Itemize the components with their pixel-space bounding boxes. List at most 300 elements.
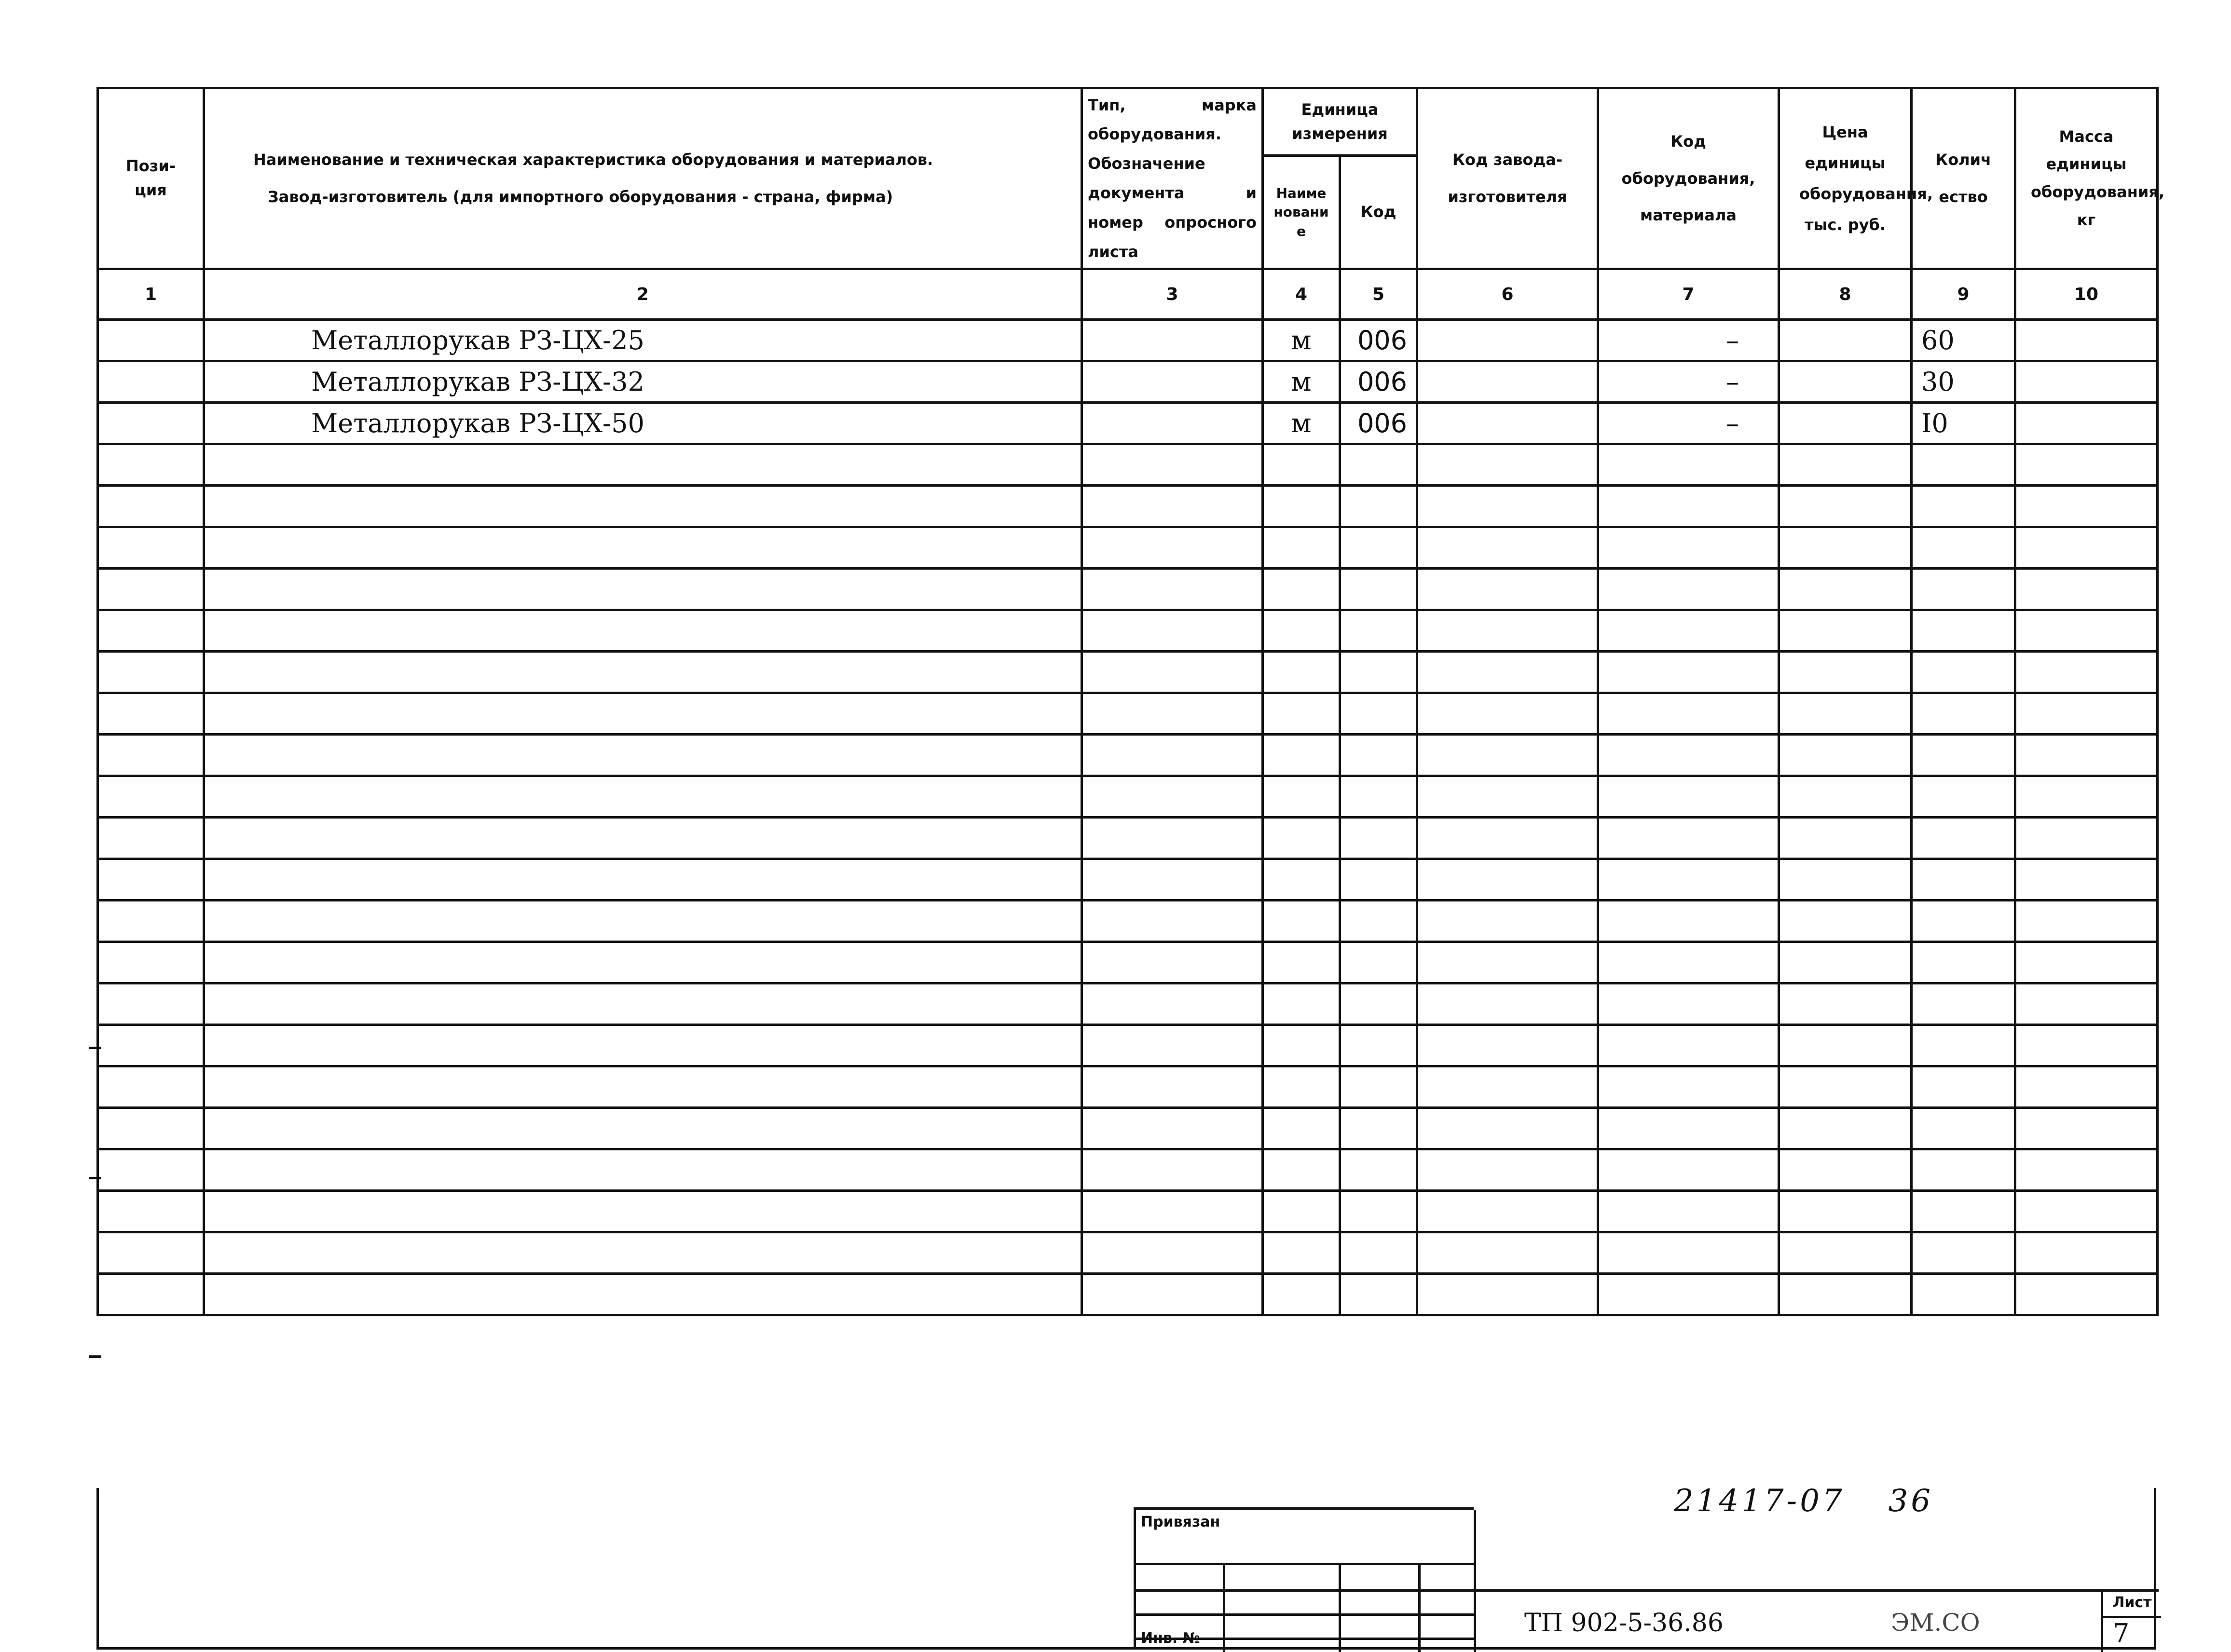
- empty-cell: [2015, 859, 2158, 901]
- empty-row: [98, 818, 2158, 859]
- empty-row: [98, 1066, 2158, 1108]
- empty-cell: [1598, 776, 1779, 818]
- empty-cell: [1912, 693, 2015, 735]
- empty-row: [98, 1274, 2158, 1315]
- cell-factory-code: [1417, 403, 1598, 444]
- column-number: 3: [1082, 269, 1263, 320]
- empty-cell: [1263, 859, 1340, 901]
- empty-cell: [2015, 652, 2158, 693]
- empty-row: [98, 776, 2158, 818]
- empty-row: [98, 1108, 2158, 1149]
- empty-cell: [98, 776, 204, 818]
- empty-row: [98, 735, 2158, 776]
- empty-cell: [1340, 444, 1417, 486]
- empty-cell: [1779, 652, 1912, 693]
- empty-cell: [2015, 569, 2158, 610]
- empty-cell: [1598, 1274, 1779, 1315]
- empty-cell: [1340, 610, 1417, 652]
- empty-cell: [1082, 735, 1263, 776]
- table-row: [98, 320, 2158, 361]
- empty-cell: [1598, 486, 1779, 527]
- column-number: 7: [1598, 269, 1779, 320]
- empty-cell: [204, 610, 1082, 652]
- title-block: [1474, 1589, 2159, 1650]
- empty-cell: [1082, 1274, 1263, 1315]
- header-name-line1: Наименование и техническая характеристика оборудования и материалов.: [253, 150, 933, 169]
- empty-row: [98, 859, 2158, 901]
- header-price: Цена единицы оборудования, тыс. руб.: [1779, 88, 1912, 269]
- empty-cell: [98, 901, 204, 942]
- empty-cell: [1912, 1025, 2015, 1066]
- header-equipment-code: Код оборудования, материала: [1598, 88, 1779, 269]
- empty-cell: [1082, 1108, 1263, 1149]
- empty-cell: [1417, 1025, 1598, 1066]
- empty-cell: [98, 1066, 204, 1108]
- handwritten-page: 36: [1888, 1483, 1934, 1519]
- empty-cell: [98, 693, 204, 735]
- empty-cell: [98, 1108, 204, 1149]
- empty-cell: [1082, 527, 1263, 569]
- sheet-label: Лист: [2103, 1589, 2161, 1618]
- empty-cell: [2015, 942, 2158, 983]
- empty-cell: [1417, 610, 1598, 652]
- cell-quantity: 60: [1912, 320, 2015, 361]
- header-unit-name: Наименование: [1263, 156, 1340, 269]
- cell-position: [98, 320, 204, 361]
- empty-cell: [1779, 1025, 1912, 1066]
- empty-cell: [1598, 1232, 1779, 1274]
- empty-row: [98, 444, 2158, 486]
- empty-cell: [1263, 1025, 1340, 1066]
- empty-cell: [1263, 1108, 1340, 1149]
- empty-cell: [1417, 983, 1598, 1025]
- empty-cell: [2015, 1191, 2158, 1232]
- handwritten-code: [1674, 1483, 1933, 1519]
- empty-cell: [1417, 1274, 1598, 1315]
- empty-cell: [1417, 735, 1598, 776]
- empty-cell: [1263, 1274, 1340, 1315]
- empty-row: [98, 1149, 2158, 1191]
- empty-cell: [1912, 527, 2015, 569]
- empty-cell: [1082, 1149, 1263, 1191]
- empty-cell: [98, 652, 204, 693]
- empty-row: [98, 652, 2158, 693]
- empty-cell: [1340, 859, 1417, 901]
- empty-cell: [1598, 1025, 1779, 1066]
- empty-cell: [1598, 569, 1779, 610]
- empty-row: [98, 610, 2158, 652]
- empty-cell: [2015, 693, 2158, 735]
- header-name: [204, 88, 1082, 269]
- empty-cell: [2015, 1274, 2158, 1315]
- header-mass: Масса единицы оборудования, кг: [2015, 88, 2158, 269]
- empty-cell: [1340, 527, 1417, 569]
- empty-cell: [1340, 693, 1417, 735]
- header-quantity: Количество: [1912, 88, 2015, 269]
- cell-price: [1779, 320, 1912, 361]
- empty-cell: [1598, 610, 1779, 652]
- empty-cell: [204, 942, 1082, 983]
- column-number-row: [98, 269, 2158, 320]
- empty-cell: [98, 486, 204, 527]
- cell-equipment-code: –: [1598, 403, 1779, 444]
- sheet-box: [2101, 1589, 2161, 1652]
- cell-type: [1082, 320, 1263, 361]
- empty-cell: [1263, 1191, 1340, 1232]
- empty-cell: [1417, 1232, 1598, 1274]
- section-code: ЭМ.СО: [1891, 1609, 1980, 1637]
- empty-cell: [1340, 486, 1417, 527]
- empty-cell: [1417, 569, 1598, 610]
- empty-cell: [1263, 693, 1340, 735]
- column-number: 9: [1912, 269, 2015, 320]
- cell-type: [1082, 403, 1263, 444]
- empty-cell: [204, 735, 1082, 776]
- empty-row: [98, 527, 2158, 569]
- cell-price: [1779, 403, 1912, 444]
- header-unit-group: Единица измерения: [1263, 88, 1417, 156]
- empty-cell: [1417, 942, 1598, 983]
- empty-cell: [98, 1274, 204, 1315]
- sheet-number: 7: [2113, 1618, 2130, 1649]
- empty-cell: [1082, 693, 1263, 735]
- empty-cell: [1263, 652, 1340, 693]
- empty-cell: [1263, 486, 1340, 527]
- empty-cell: [1779, 1232, 1912, 1274]
- empty-cell: [1082, 901, 1263, 942]
- empty-cell: [1912, 444, 2015, 486]
- empty-cell: [1598, 735, 1779, 776]
- empty-cell: [1263, 1232, 1340, 1274]
- empty-cell: [204, 859, 1082, 901]
- cell-mass: [2015, 320, 2158, 361]
- cell-factory-code: [1417, 361, 1598, 403]
- empty-row: [98, 1025, 2158, 1066]
- empty-cell: [1779, 735, 1912, 776]
- column-number: 10: [2015, 269, 2158, 320]
- empty-cell: [1779, 444, 1912, 486]
- empty-cell: [204, 1025, 1082, 1066]
- empty-cell: [1263, 983, 1340, 1025]
- cell-equipment-code: –: [1598, 320, 1779, 361]
- empty-cell: [2015, 983, 2158, 1025]
- empty-cell: [2015, 444, 2158, 486]
- empty-cell: [204, 776, 1082, 818]
- table-row: [98, 403, 2158, 444]
- empty-cell: [1598, 1108, 1779, 1149]
- cell-name: Металлорукав РЗ-ЦХ-50: [204, 403, 1082, 444]
- table-row: [98, 361, 2158, 403]
- empty-cell: [1598, 1066, 1779, 1108]
- empty-cell: [98, 569, 204, 610]
- handwritten-number: 21417-07: [1674, 1483, 1845, 1519]
- cell-unit-code: 006: [1340, 403, 1417, 444]
- empty-cell: [204, 1108, 1082, 1149]
- empty-cell: [1340, 983, 1417, 1025]
- empty-cell: [1779, 901, 1912, 942]
- empty-cell: [1417, 818, 1598, 859]
- empty-cell: [98, 818, 204, 859]
- empty-cell: [1912, 942, 2015, 983]
- empty-cell: [1912, 776, 2015, 818]
- empty-cell: [204, 569, 1082, 610]
- specification-table: [96, 87, 2164, 1316]
- empty-cell: [1912, 859, 2015, 901]
- empty-cell: [1340, 1149, 1417, 1191]
- empty-cell: [1340, 1025, 1417, 1066]
- empty-cell: [2015, 776, 2158, 818]
- empty-cell: [204, 486, 1082, 527]
- empty-cell: [204, 693, 1082, 735]
- cell-unit-code: 006: [1340, 361, 1417, 403]
- empty-cell: [1082, 983, 1263, 1025]
- cell-equipment-code: –: [1598, 361, 1779, 403]
- header-unit-code: Код: [1340, 156, 1417, 269]
- empty-cell: [1779, 818, 1912, 859]
- empty-cell: [1082, 859, 1263, 901]
- empty-cell: [98, 610, 204, 652]
- empty-row: [98, 486, 2158, 527]
- empty-cell: [1598, 942, 1779, 983]
- empty-cell: [98, 1191, 204, 1232]
- empty-cell: [1082, 1191, 1263, 1232]
- column-number: 4: [1263, 269, 1340, 320]
- empty-cell: [98, 1232, 204, 1274]
- empty-cell: [1082, 1025, 1263, 1066]
- margin-tick: [89, 1355, 101, 1358]
- empty-cell: [1779, 859, 1912, 901]
- empty-cell: [1082, 1066, 1263, 1108]
- empty-cell: [1912, 1232, 2015, 1274]
- empty-cell: [204, 527, 1082, 569]
- binding-stamp: [1134, 1507, 1474, 1650]
- header-type: Тип, марка оборудования. Обозначение документа и номер опросного листа: [1082, 88, 1263, 269]
- cell-quantity: 30: [1912, 361, 2015, 403]
- empty-cell: [1417, 1066, 1598, 1108]
- empty-cell: [1779, 569, 1912, 610]
- empty-cell: [204, 652, 1082, 693]
- empty-cell: [1082, 818, 1263, 859]
- cell-unit: м: [1263, 361, 1340, 403]
- empty-cell: [1598, 1149, 1779, 1191]
- empty-cell: [2015, 1149, 2158, 1191]
- empty-cell: [1598, 527, 1779, 569]
- empty-cell: [204, 901, 1082, 942]
- empty-cell: [1082, 610, 1263, 652]
- empty-cell: [1912, 1066, 2015, 1108]
- cell-name: Металлорукав РЗ-ЦХ-25: [204, 320, 1082, 361]
- cell-quantity: I0: [1912, 403, 2015, 444]
- empty-cell: [1598, 983, 1779, 1025]
- empty-cell: [2015, 1232, 2158, 1274]
- empty-cell: [1779, 486, 1912, 527]
- empty-cell: [204, 1232, 1082, 1274]
- empty-cell: [204, 1191, 1082, 1232]
- empty-cell: [1598, 818, 1779, 859]
- empty-cell: [1417, 652, 1598, 693]
- empty-cell: [1912, 1149, 2015, 1191]
- empty-cell: [1340, 1108, 1417, 1149]
- empty-cell: [1263, 735, 1340, 776]
- empty-cell: [1912, 983, 2015, 1025]
- column-number: 1: [98, 269, 204, 320]
- stamp-title: Привязан: [1141, 1514, 1220, 1530]
- empty-cell: [1340, 569, 1417, 610]
- document-number: ТП 902-5-36.86: [1524, 1609, 1724, 1638]
- empty-cell: [1082, 486, 1263, 527]
- cell-position: [98, 361, 204, 403]
- empty-cell: [98, 983, 204, 1025]
- empty-cell: [1779, 610, 1912, 652]
- empty-cell: [1598, 652, 1779, 693]
- empty-cell: [1417, 1108, 1598, 1149]
- empty-cell: [1417, 1149, 1598, 1191]
- empty-cell: [1263, 776, 1340, 818]
- column-number: 6: [1417, 269, 1598, 320]
- empty-cell: [2015, 610, 2158, 652]
- empty-row: [98, 942, 2158, 983]
- empty-cell: [1912, 735, 2015, 776]
- empty-row: [98, 569, 2158, 610]
- cell-mass: [2015, 403, 2158, 444]
- cell-unit-code: 006: [1340, 320, 1417, 361]
- empty-cell: [1598, 859, 1779, 901]
- empty-cell: [2015, 735, 2158, 776]
- empty-row: [98, 1232, 2158, 1274]
- empty-cell: [1340, 942, 1417, 983]
- empty-cell: [1263, 1149, 1340, 1191]
- empty-cell: [1779, 1149, 1912, 1191]
- empty-cell: [1340, 652, 1417, 693]
- empty-cell: [1263, 818, 1340, 859]
- empty-row: [98, 901, 2158, 942]
- empty-cell: [2015, 1066, 2158, 1108]
- empty-cell: [1417, 486, 1598, 527]
- cell-type: [1082, 361, 1263, 403]
- empty-cell: [1912, 1191, 2015, 1232]
- cell-name: Металлорукав РЗ-ЦХ-32: [204, 361, 1082, 403]
- empty-cell: [1779, 1066, 1912, 1108]
- cell-mass: [2015, 361, 2158, 403]
- empty-cell: [1779, 1274, 1912, 1315]
- empty-cell: [98, 942, 204, 983]
- column-number: 5: [1340, 269, 1417, 320]
- empty-cell: [1263, 1066, 1340, 1108]
- empty-cell: [98, 1149, 204, 1191]
- empty-cell: [98, 735, 204, 776]
- header-position: Пози- ция: [98, 88, 204, 269]
- empty-cell: [1263, 444, 1340, 486]
- empty-cell: [1263, 569, 1340, 610]
- cell-unit: м: [1263, 320, 1340, 361]
- empty-cell: [1912, 1274, 2015, 1315]
- cell-price: [1779, 361, 1912, 403]
- empty-cell: [1779, 1108, 1912, 1149]
- empty-cell: [1912, 569, 2015, 610]
- empty-cell: [1082, 569, 1263, 610]
- empty-cell: [1340, 1066, 1417, 1108]
- empty-cell: [1263, 610, 1340, 652]
- empty-row: [98, 983, 2158, 1025]
- empty-cell: [98, 444, 204, 486]
- empty-cell: [204, 1066, 1082, 1108]
- empty-cell: [1417, 444, 1598, 486]
- empty-cell: [1417, 776, 1598, 818]
- empty-cell: [2015, 486, 2158, 527]
- empty-cell: [2015, 1108, 2158, 1149]
- empty-cell: [1912, 818, 2015, 859]
- empty-cell: [1779, 983, 1912, 1025]
- empty-cell: [1340, 1191, 1417, 1232]
- empty-cell: [1340, 735, 1417, 776]
- empty-cell: [204, 1274, 1082, 1315]
- empty-cell: [2015, 527, 2158, 569]
- empty-cell: [1263, 942, 1340, 983]
- empty-cell: [1779, 693, 1912, 735]
- empty-cell: [1779, 942, 1912, 983]
- column-number: 8: [1779, 269, 1912, 320]
- empty-row: [98, 693, 2158, 735]
- column-number: 2: [204, 269, 1082, 320]
- empty-cell: [1340, 901, 1417, 942]
- margin-tick: [89, 1177, 101, 1179]
- empty-cell: [1082, 776, 1263, 818]
- empty-cell: [1417, 901, 1598, 942]
- empty-cell: [204, 444, 1082, 486]
- empty-cell: [1598, 444, 1779, 486]
- header-name-line2: Завод-изготовитель (для импортного оборудования - страна, фирма): [268, 188, 893, 206]
- header-factory-code: Код завода-изготовителя: [1417, 88, 1598, 269]
- empty-cell: [2015, 818, 2158, 859]
- empty-cell: [1340, 1274, 1417, 1315]
- empty-cell: [1417, 527, 1598, 569]
- empty-cell: [204, 983, 1082, 1025]
- empty-cell: [1263, 527, 1340, 569]
- empty-cell: [1082, 1232, 1263, 1274]
- empty-cell: [1598, 693, 1779, 735]
- empty-cell: [1598, 901, 1779, 942]
- empty-cell: [2015, 901, 2158, 942]
- empty-cell: [1082, 652, 1263, 693]
- cell-factory-code: [1417, 320, 1598, 361]
- empty-cell: [1340, 818, 1417, 859]
- empty-cell: [1912, 610, 2015, 652]
- empty-cell: [1912, 486, 2015, 527]
- empty-cell: [204, 1149, 1082, 1191]
- empty-cell: [1779, 527, 1912, 569]
- margin-tick: [89, 1047, 101, 1049]
- empty-cell: [1340, 776, 1417, 818]
- empty-cell: [1779, 776, 1912, 818]
- empty-cell: [1263, 901, 1340, 942]
- empty-cell: [1340, 1232, 1417, 1274]
- empty-cell: [98, 1025, 204, 1066]
- empty-cell: [1082, 444, 1263, 486]
- empty-cell: [98, 859, 204, 901]
- empty-cell: [1912, 901, 2015, 942]
- empty-cell: [2015, 1025, 2158, 1066]
- empty-cell: [1417, 693, 1598, 735]
- cell-unit: м: [1263, 403, 1340, 444]
- empty-cell: [98, 527, 204, 569]
- empty-cell: [1417, 859, 1598, 901]
- empty-cell: [1912, 652, 2015, 693]
- empty-cell: [1779, 1191, 1912, 1232]
- empty-cell: [204, 818, 1082, 859]
- cell-position: [98, 403, 204, 444]
- empty-cell: [1598, 1191, 1779, 1232]
- empty-cell: [1082, 942, 1263, 983]
